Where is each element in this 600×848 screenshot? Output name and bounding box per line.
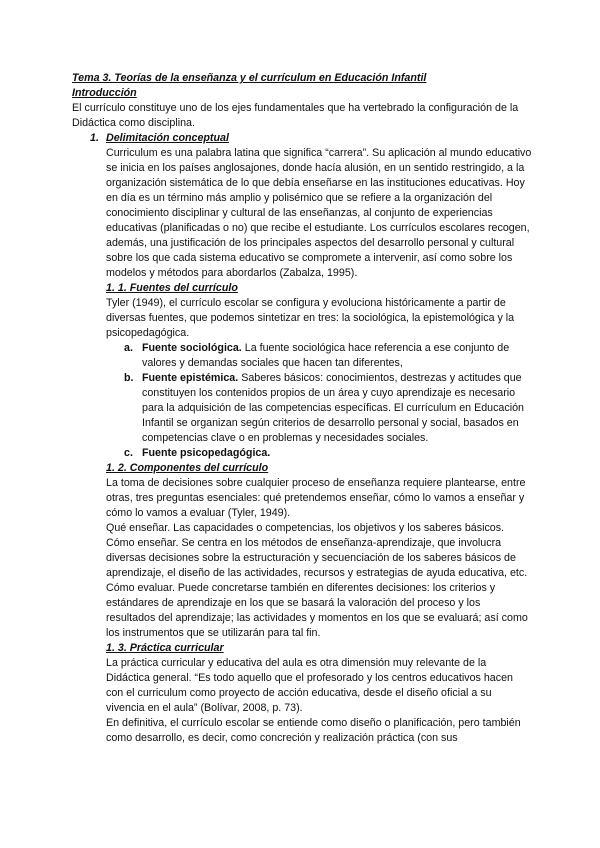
section-1-number: 1.	[90, 132, 99, 144]
section-1-3-paragraph: La práctica curricular y educativa del aula es otra dimensión muy relevante de la Didáctica general. “Es todo aquello que el profesorado y los centros educativos hacen con el curriculum como proyecto de acción educativa, desde el diseño oficial a su vivencia en el aula” (Bolívar, 2008, p. 73).	[106, 657, 513, 714]
list-item	[124, 371, 532, 446]
section-1-2-paragraph: Cómo enseñar. Se centra en los métodos de enseñanza-aprendizaje, que involucra diversas decisiones sobre la estructuración y secuenciación de los saberes básicos de aprendizaje, el diseño de las actividades, recursos y estrategias de ayuda educativa, etc.	[106, 537, 528, 579]
section-1-2-paragraph: La toma de decisiones sobre cualquier proceso de enseñanza requiere plantearse, entre otras, tres preguntas esenciales: qué pretendemos enseñar, cómo lo vamos a enseñar y cómo lo vamos a evaluar (Tyler, 1949).	[106, 477, 526, 519]
section-1-2-heading: 1. 2. Componentes del currículo	[106, 462, 269, 474]
list-item-text: La fuente sociológica hace referencia a ese conjunto de valores y demandas sociales que hacen tan diferentes,	[142, 342, 510, 369]
list-item-marker: a.	[124, 342, 133, 354]
list-item-label: Fuente sociológica.	[142, 342, 242, 354]
section-1-heading	[90, 131, 532, 146]
section-1-title: Delimitación conceptual	[106, 132, 229, 144]
list-item-label: Fuente epistémica.	[142, 372, 239, 384]
section-1-1-heading: 1. 1. Fuentes del currículo	[106, 282, 238, 294]
list-item-text: Saberes básicos: conocimientos, destrezas y actitudes que constituyen los contenidos propios de un área y cuyo aprendizaje es necesario para la adquisición de las competencias específicas. El currículum en Educación Infantil se organizan según criterios de desarrollo personal y social, basados en competencias clave o en problemas y necesidades sociales.	[142, 372, 524, 444]
section-1-3-paragraph: En definitiva, el currículo escolar se entiende como diseño o planificación, pero también como desarrollo, es decir, como concreción y realización práctica (con sus	[106, 717, 521, 744]
list-item	[124, 446, 532, 461]
section-1-paragraph: Curriculum es una palabra latina que significa “carrera”. Su aplicación al mundo educativo se inicia en los países anglosajones, donde hacía alusión, en un sentido restringido, a la organización sistemática de lo que debía enseñarse en las instituciones educativas. Hoy en día es un término más amplio y polisémico que se refiere a la organización del conocimiento disciplinar y cultural de las enseñanzas, al conjunto de experiencias educativas (planificadas o no) que recibe el estudiante. Los currículos escolares recogen, además, una justificación de los principales aspectos del desarrollo personal y cultural sobre los que cada sistema educativo se compromete a intervenir, así como sobre los modelos y métodos para abordarlos (Zabalza, 1995).	[106, 147, 532, 279]
list-item	[124, 341, 532, 371]
section-1-2-paragraph: Cómo evaluar. Puede concretarse también en diferentes decisiones: los criterios y estándares de aprendizaje en los que se basará la valoración del proceso y los resultados del aprendizaje; las actividades y momentos en los que se evaluará; así como los instrumentos que se utilizarán para tal fin.	[106, 582, 528, 639]
list-item-marker: b.	[124, 372, 134, 384]
intro-heading: Introducción	[72, 87, 137, 99]
sources-list	[124, 341, 532, 461]
section-1-2-paragraph: Qué enseñar. Las capacidades o competencias, los objetivos y los saberes básicos.	[106, 522, 505, 534]
list-item-marker: c.	[124, 447, 133, 459]
document-page	[72, 71, 532, 746]
section-1-3-heading: 1. 3. Práctica curricular	[106, 642, 224, 654]
document-title: Tema 3. Teorías de la enseñanza y el currículum en Educación Infantil	[72, 72, 427, 84]
list-item-label: Fuente psicopedagógica.	[142, 447, 271, 459]
intro-paragraph: El currículo constituye uno de los ejes fundamentales que ha vertebrado la configuración de la Didáctica como disciplina.	[72, 102, 519, 129]
section-1-1-paragraph: Tyler (1949), el currículo escolar se configura y evoluciona históricamente a partir de diversas fuentes, que podemos sintetizar en tres: la sociológica, la epistemológica y la psicopedagógica.	[106, 297, 515, 339]
